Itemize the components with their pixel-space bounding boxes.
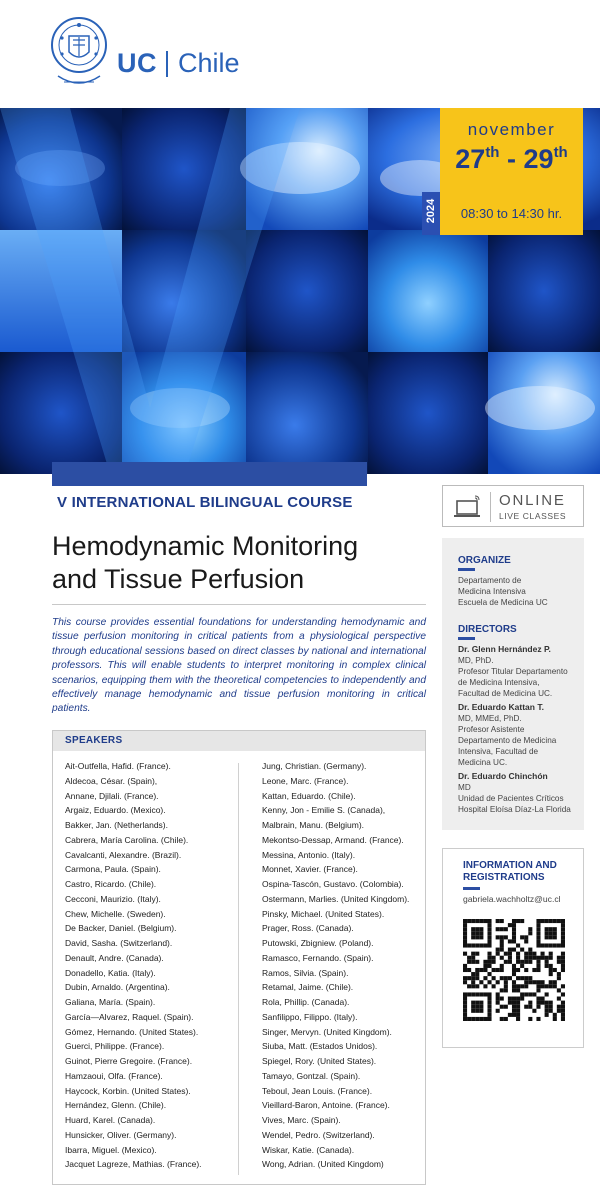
event-start-day: 27: [455, 144, 486, 174]
director-detail: Medicina UC.: [458, 758, 508, 767]
speaker-item: Ait-Outfella, Hafid. (France).: [65, 761, 171, 771]
registration-panel: [442, 848, 584, 1048]
director-detail: Hospital Eloísa Díaz-La Florida: [458, 805, 571, 814]
director-detail: Facultad de Medicina UC.: [458, 689, 553, 698]
brand-separator: [166, 51, 168, 77]
event-time-box: [440, 192, 583, 235]
event-month: november: [467, 120, 556, 139]
event-date-dash: -: [507, 144, 516, 174]
speaker-item: Singer, Mervyn. (United Kingdom).: [262, 1026, 392, 1037]
uc-seal-logo: [50, 16, 108, 92]
course-title-line1: Hemodynamic Monitoring: [52, 531, 359, 561]
speaker-item: Hamzaoui, Olfa. (France).: [65, 1070, 163, 1081]
speaker-item: Retamal, Jaime. (Chile).: [262, 982, 354, 993]
event-time: 08:30 to 14:30 hr.: [460, 206, 563, 221]
speaker-item: Argaiz, Eduardo. (Mexico).: [65, 805, 166, 816]
speaker-item: Leone, Marc. (France).: [262, 775, 349, 786]
director-name: Dr. Glenn Hernández P.: [458, 644, 551, 654]
speaker-item: Teboul, Jean Louis. (France).: [262, 1085, 373, 1096]
directors-heading: DIRECTORS: [458, 624, 517, 635]
speaker-item: Haycock, Korbin. (United States).: [65, 1085, 191, 1096]
speaker-item: Monnet, Xavier. (France).: [262, 864, 358, 875]
brand-chile: Chile: [178, 48, 240, 78]
speaker-item: Hunsicker, Oliver. (Germany).: [65, 1129, 177, 1140]
director-detail: Unidad de Pacientes Críticos: [458, 794, 564, 803]
registration-heading-line2: REGISTRATIONS: [463, 871, 545, 883]
speaker-item: Kenny, Jon - Emilie S. (Canada),: [262, 805, 386, 816]
director-detail: de Medicina Intensiva,: [458, 678, 540, 687]
director-detail: MD: [458, 783, 471, 792]
speaker-item: Hernández, Glenn. (Chile).: [65, 1100, 167, 1111]
speaker-item: Vives, Marc. (Spain).: [262, 1115, 341, 1125]
director-detail: Profesor Asistente: [458, 725, 525, 734]
speakers-column-divider: [238, 763, 239, 1175]
brand-uc: UC: [117, 48, 157, 78]
registration-heading: [463, 860, 578, 883]
speaker-item: Sanfilippo, Filippo. (Italy).: [262, 1011, 358, 1022]
event-year: 2024: [425, 198, 437, 224]
speaker-item: Wiskar, Katie. (Canada).: [262, 1144, 355, 1155]
speaker-item: Wendel, Pedro. (Switzerland).: [262, 1129, 375, 1140]
organizers-panel: [442, 538, 584, 830]
speaker-item: Jung, Christian. (Germany).: [262, 761, 367, 771]
speaker-item: Guinot, Pierre Gregoire. (France).: [65, 1056, 193, 1066]
speaker-item: Gómez, Hernando. (United States).: [65, 1026, 199, 1037]
organize-heading: ORGANIZE: [458, 555, 511, 566]
online-sublabel: LIVE CLASSES: [499, 511, 567, 521]
speaker-item: Vieillard-Baron, Antoine. (France).: [262, 1100, 390, 1111]
speaker-item: Putowski, Zbigniew. (Poland).: [262, 938, 374, 948]
speaker-item: Rola, Phillip. (Canada).: [262, 997, 350, 1007]
organize-line: Medicina Intensiva: [458, 587, 526, 596]
speaker-item: Ospina-Tascón, Gustavo. (Colombia).: [262, 879, 404, 889]
speaker-item: Wong, Adrian. (United Kingdom): [262, 1159, 384, 1170]
director-name: Dr. Eduardo Kattan T.: [458, 702, 544, 712]
director-detail: Profesor Titular Departamento: [458, 667, 568, 676]
speaker-item: Annane, Djilali. (France).: [65, 790, 159, 801]
online-badge: [442, 485, 584, 527]
speaker-item: Mekontso-Dessap, Armand. (France).: [262, 834, 404, 845]
title-divider: [52, 604, 426, 605]
registration-heading-rule: [463, 887, 480, 890]
speaker-item: Galiana, María. (Spain).: [65, 997, 156, 1007]
speaker-item: Cabrera, María Carolina. (Chile).: [65, 834, 189, 845]
speaker-item: David, Sasha. (Switzerland).: [65, 938, 173, 948]
event-end-ordinal: th: [553, 144, 568, 161]
event-date-box: [440, 108, 583, 192]
course-subtitle: V INTERNATIONAL BILINGUAL COURSE: [57, 494, 353, 511]
speaker-item: Cecconi, Maurizio. (Italy).: [65, 893, 161, 904]
speaker-item: Pinsky, Michael. (United States).: [262, 908, 385, 919]
laptop-icon: [453, 494, 483, 520]
speaker-item: Cavalcanti, Alexandre. (Brazil).: [65, 849, 182, 860]
organize-line: Departamento de: [458, 576, 522, 585]
course-title: [52, 530, 432, 596]
speakers-panel: [52, 730, 426, 1185]
registration-email[interactable]: gabriela.wachholtz@uc.cl: [463, 894, 561, 904]
speaker-item: Aldecoa, César. (Spain),: [65, 775, 158, 786]
event-date-range: [440, 144, 583, 175]
accent-bar: [52, 462, 367, 486]
speaker-item: Kattan, Eduardo. (Chile).: [262, 790, 356, 801]
speakers-column-1: [65, 759, 202, 1172]
speaker-item: Ramasco, Fernando. (Spain).: [262, 952, 374, 963]
director-detail: MD, PhD.: [458, 656, 494, 665]
online-label: ONLINE: [499, 492, 566, 509]
speaker-item: De Backer, Daniel. (Belgium).: [65, 923, 177, 934]
speaker-item: Ibarra, Miguel. (Mexico).: [65, 1144, 157, 1155]
speaker-item: Dubin, Arnaldo. (Argentina).: [65, 982, 170, 993]
speaker-item: Ostermann, Marlies. (United Kingdom).: [262, 893, 410, 904]
speaker-item: Huard, Karel. (Canada).: [65, 1115, 156, 1125]
speaker-item: Tamayo, Gontzal. (Spain).: [262, 1070, 361, 1081]
director-detail: MD, MMEd, PhD.: [458, 714, 522, 723]
course-title-line2: and Tissue Perfusion: [52, 564, 305, 594]
director-detail: Departamento de Medicina: [458, 736, 557, 745]
speaker-item: Ramos, Silvia. (Spain).: [262, 967, 349, 978]
organize-line: Escuela de Medicina UC: [458, 598, 548, 607]
online-separator: [490, 492, 491, 522]
course-description: This course provides essential foundations for understanding hemodynamic and tissue perfusion monitoring in critical patients from a physiological perspective through educational sessions based on direct classes by national and international professors. This will enable students to interpret monitoring in complex clinical scenarios, equipping them with the theoretical competencies to independently and effectively manage hemodynamic and tissue perfusion monitoring in critical patients.: [52, 617, 426, 715]
speaker-item: Denault, Andre. (Canada).: [65, 952, 164, 963]
page-header: [0, 0, 600, 108]
director-name: Dr. Eduardo Chinchón: [458, 771, 548, 781]
speaker-item: Spiegel, Rory. (United States).: [262, 1056, 377, 1066]
directors-heading-rule: [458, 637, 475, 640]
organize-heading-rule: [458, 568, 475, 571]
registration-qr-code[interactable]: [463, 919, 565, 1021]
speaker-item: Siuba, Matt. (Estados Unidos).: [262, 1041, 378, 1052]
event-start-ordinal: th: [485, 144, 500, 161]
speaker-item: Carmona, Paula. (Spain).: [65, 864, 161, 875]
speaker-item: Messina, Antonio. (Italy).: [262, 849, 356, 860]
director-detail: Intensiva, Facultad de: [458, 747, 539, 756]
speaker-item: Bakker, Jan. (Netherlands).: [65, 820, 168, 830]
speaker-item: García—Alvarez, Raquel. (Spain).: [65, 1011, 194, 1022]
speakers-heading: SPEAKERS: [65, 735, 123, 746]
speakers-header: [53, 731, 425, 751]
speaker-item: Donadello, Katia. (Italy).: [65, 967, 156, 978]
speaker-item: Prager, Ross. (Canada).: [262, 923, 354, 934]
event-end-day: 29: [523, 144, 554, 174]
speaker-item: Jacquet Lagreze, Mathias. (France).: [65, 1159, 202, 1170]
speakers-column-2: [262, 759, 409, 1172]
speaker-item: Malbrain, Manu. (Belgium).: [262, 820, 365, 830]
speaker-item: Castro, Ricardo. (Chile).: [65, 879, 157, 889]
speaker-item: Chew, Michelle. (Sweden).: [65, 908, 166, 919]
speaker-item: Guerci, Philippe. (France).: [65, 1041, 165, 1052]
registration-heading-line1: INFORMATION AND: [463, 860, 557, 871]
